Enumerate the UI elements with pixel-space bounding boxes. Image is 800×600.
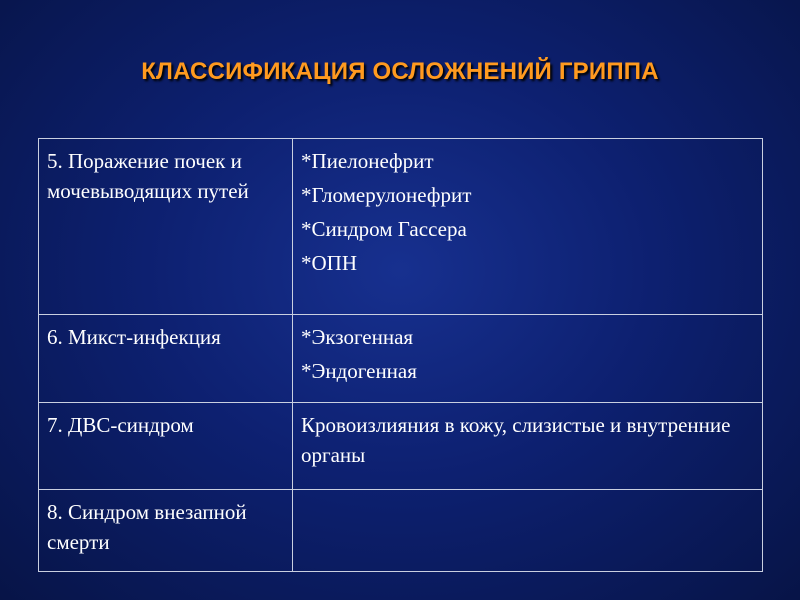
- table-cell-details: [293, 315, 763, 403]
- table-cell-category: [39, 139, 293, 315]
- detail-item: *ОПН: [301, 251, 357, 275]
- table-row: [39, 490, 763, 572]
- slide-title: КЛАССИФИКАЦИЯ ОСЛОЖНЕНИЙ ГРИППА: [141, 58, 659, 85]
- detail-item: *Синдром Гассера: [301, 217, 467, 241]
- detail-item: *Эндогенная: [301, 359, 417, 383]
- category-label: 8. Синдром внезапной смерти: [47, 500, 247, 554]
- table-cell-details: [293, 139, 763, 315]
- category-label: 5. Поражение почек и мочевыводящих путей: [47, 149, 249, 203]
- category-label: 7. ДВС-синдром: [47, 413, 194, 437]
- table-cell-category: [39, 315, 293, 403]
- table-cell-category: [39, 490, 293, 572]
- table-cell-details-empty: [293, 490, 763, 572]
- table-row: [39, 403, 763, 490]
- category-label: 6. Микст-инфекция: [47, 325, 221, 349]
- table-row: [39, 315, 763, 403]
- detail-item: *Гломерулонефрит: [301, 183, 472, 207]
- table-cell-details: [293, 403, 763, 490]
- detail-item: Кровоизлияния в кожу, слизистые и внутренние органы: [301, 413, 731, 467]
- detail-item: *Экзогенная: [301, 325, 414, 349]
- table-row: [39, 139, 763, 315]
- detail-item: *Пиелонефрит: [301, 149, 434, 173]
- table-cell-category: [39, 403, 293, 490]
- complications-table: [38, 138, 763, 572]
